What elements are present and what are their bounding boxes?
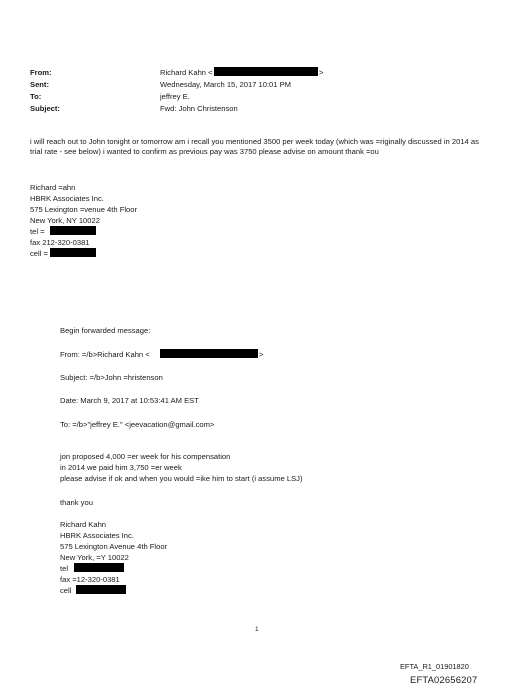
- sig2-address1: 575 Lexington Avenue 4th Floor: [60, 542, 168, 551]
- sig1-tel: tel =: [30, 227, 45, 236]
- body-paragraph: i will reach out to John tonight or tomorrow am i recall you mentioned 3500 per week today (which was =riginally discussed in 2014 as trial rate - see below) i wanted to confirm as previous pay was 3750 please advise on amount thank =ou: [30, 137, 479, 156]
- from-close: >: [319, 68, 324, 77]
- to-value: jeffrey E.: [160, 92, 190, 101]
- forwarded-heading: Begin forwarded message:: [60, 326, 151, 335]
- from-value: Richard Kahn <: [160, 68, 213, 77]
- sig2-fax: fax =12-320-0381: [60, 575, 120, 584]
- forwarded-to: To: =/b>"jeffrey E." <jeevacation@gmail.com>: [60, 420, 215, 429]
- redaction-bar: [214, 67, 318, 76]
- sent-value: Wednesday, March 15, 2017 10:01 PM: [160, 80, 291, 89]
- sig2-company: HBRK Associates Inc.: [60, 531, 134, 540]
- sig1-fax: fax 212-320-0381: [30, 238, 90, 247]
- forwarded-line1: jon proposed 4,000 =er week for his compensation: [60, 452, 231, 461]
- sig1-address1: 575 Lexington =venue 4th Floor: [30, 205, 138, 214]
- forwarded-line2: in 2014 we paid him 3,750 =er week: [60, 463, 182, 472]
- sent-label: Sent:: [30, 80, 49, 89]
- redaction-bar: [74, 563, 124, 572]
- bates-number-secondary: EFTA02656207: [410, 674, 478, 685]
- forwarded-from: From: =/b>Richard Kahn <: [60, 350, 150, 359]
- sig1-company: HBRK Associates Inc.: [30, 194, 104, 203]
- sig1-address2: New York, NY 10022: [30, 216, 100, 225]
- sig1-cell: cell =: [30, 249, 48, 258]
- redaction-bar: [160, 349, 258, 358]
- forwarded-date: Date: March 9, 2017 at 10:53:41 AM EST: [60, 396, 199, 405]
- subject-value: Fwd: John Christenson: [160, 104, 238, 113]
- redaction-bar: [50, 248, 96, 257]
- sig2-name: Richard Kahn: [60, 520, 107, 529]
- to-label: To:: [30, 92, 42, 101]
- forwarded-from-close: >: [259, 350, 264, 359]
- sig2-cell: cell: [60, 586, 72, 595]
- redaction-bar: [50, 226, 96, 235]
- bates-number-primary: EFTA_R1_01901820: [400, 662, 469, 671]
- sig2-tel: tel: [60, 564, 69, 573]
- page-number: 1: [255, 626, 259, 633]
- forwarded-thanks: thank you: [60, 498, 93, 507]
- redaction-bar: [76, 585, 126, 594]
- forwarded-line3: please advise if ok and when you would =ike him to start (i assume LSJ): [60, 474, 303, 483]
- forwarded-subject: Subject: =/b>John =hristenson: [60, 373, 163, 382]
- sig2-address2: New York, =Y 10022: [60, 553, 129, 562]
- subject-label: Subject:: [30, 104, 60, 113]
- sig1-name: Richard =ahn: [30, 183, 76, 192]
- from-label: From:: [30, 68, 52, 77]
